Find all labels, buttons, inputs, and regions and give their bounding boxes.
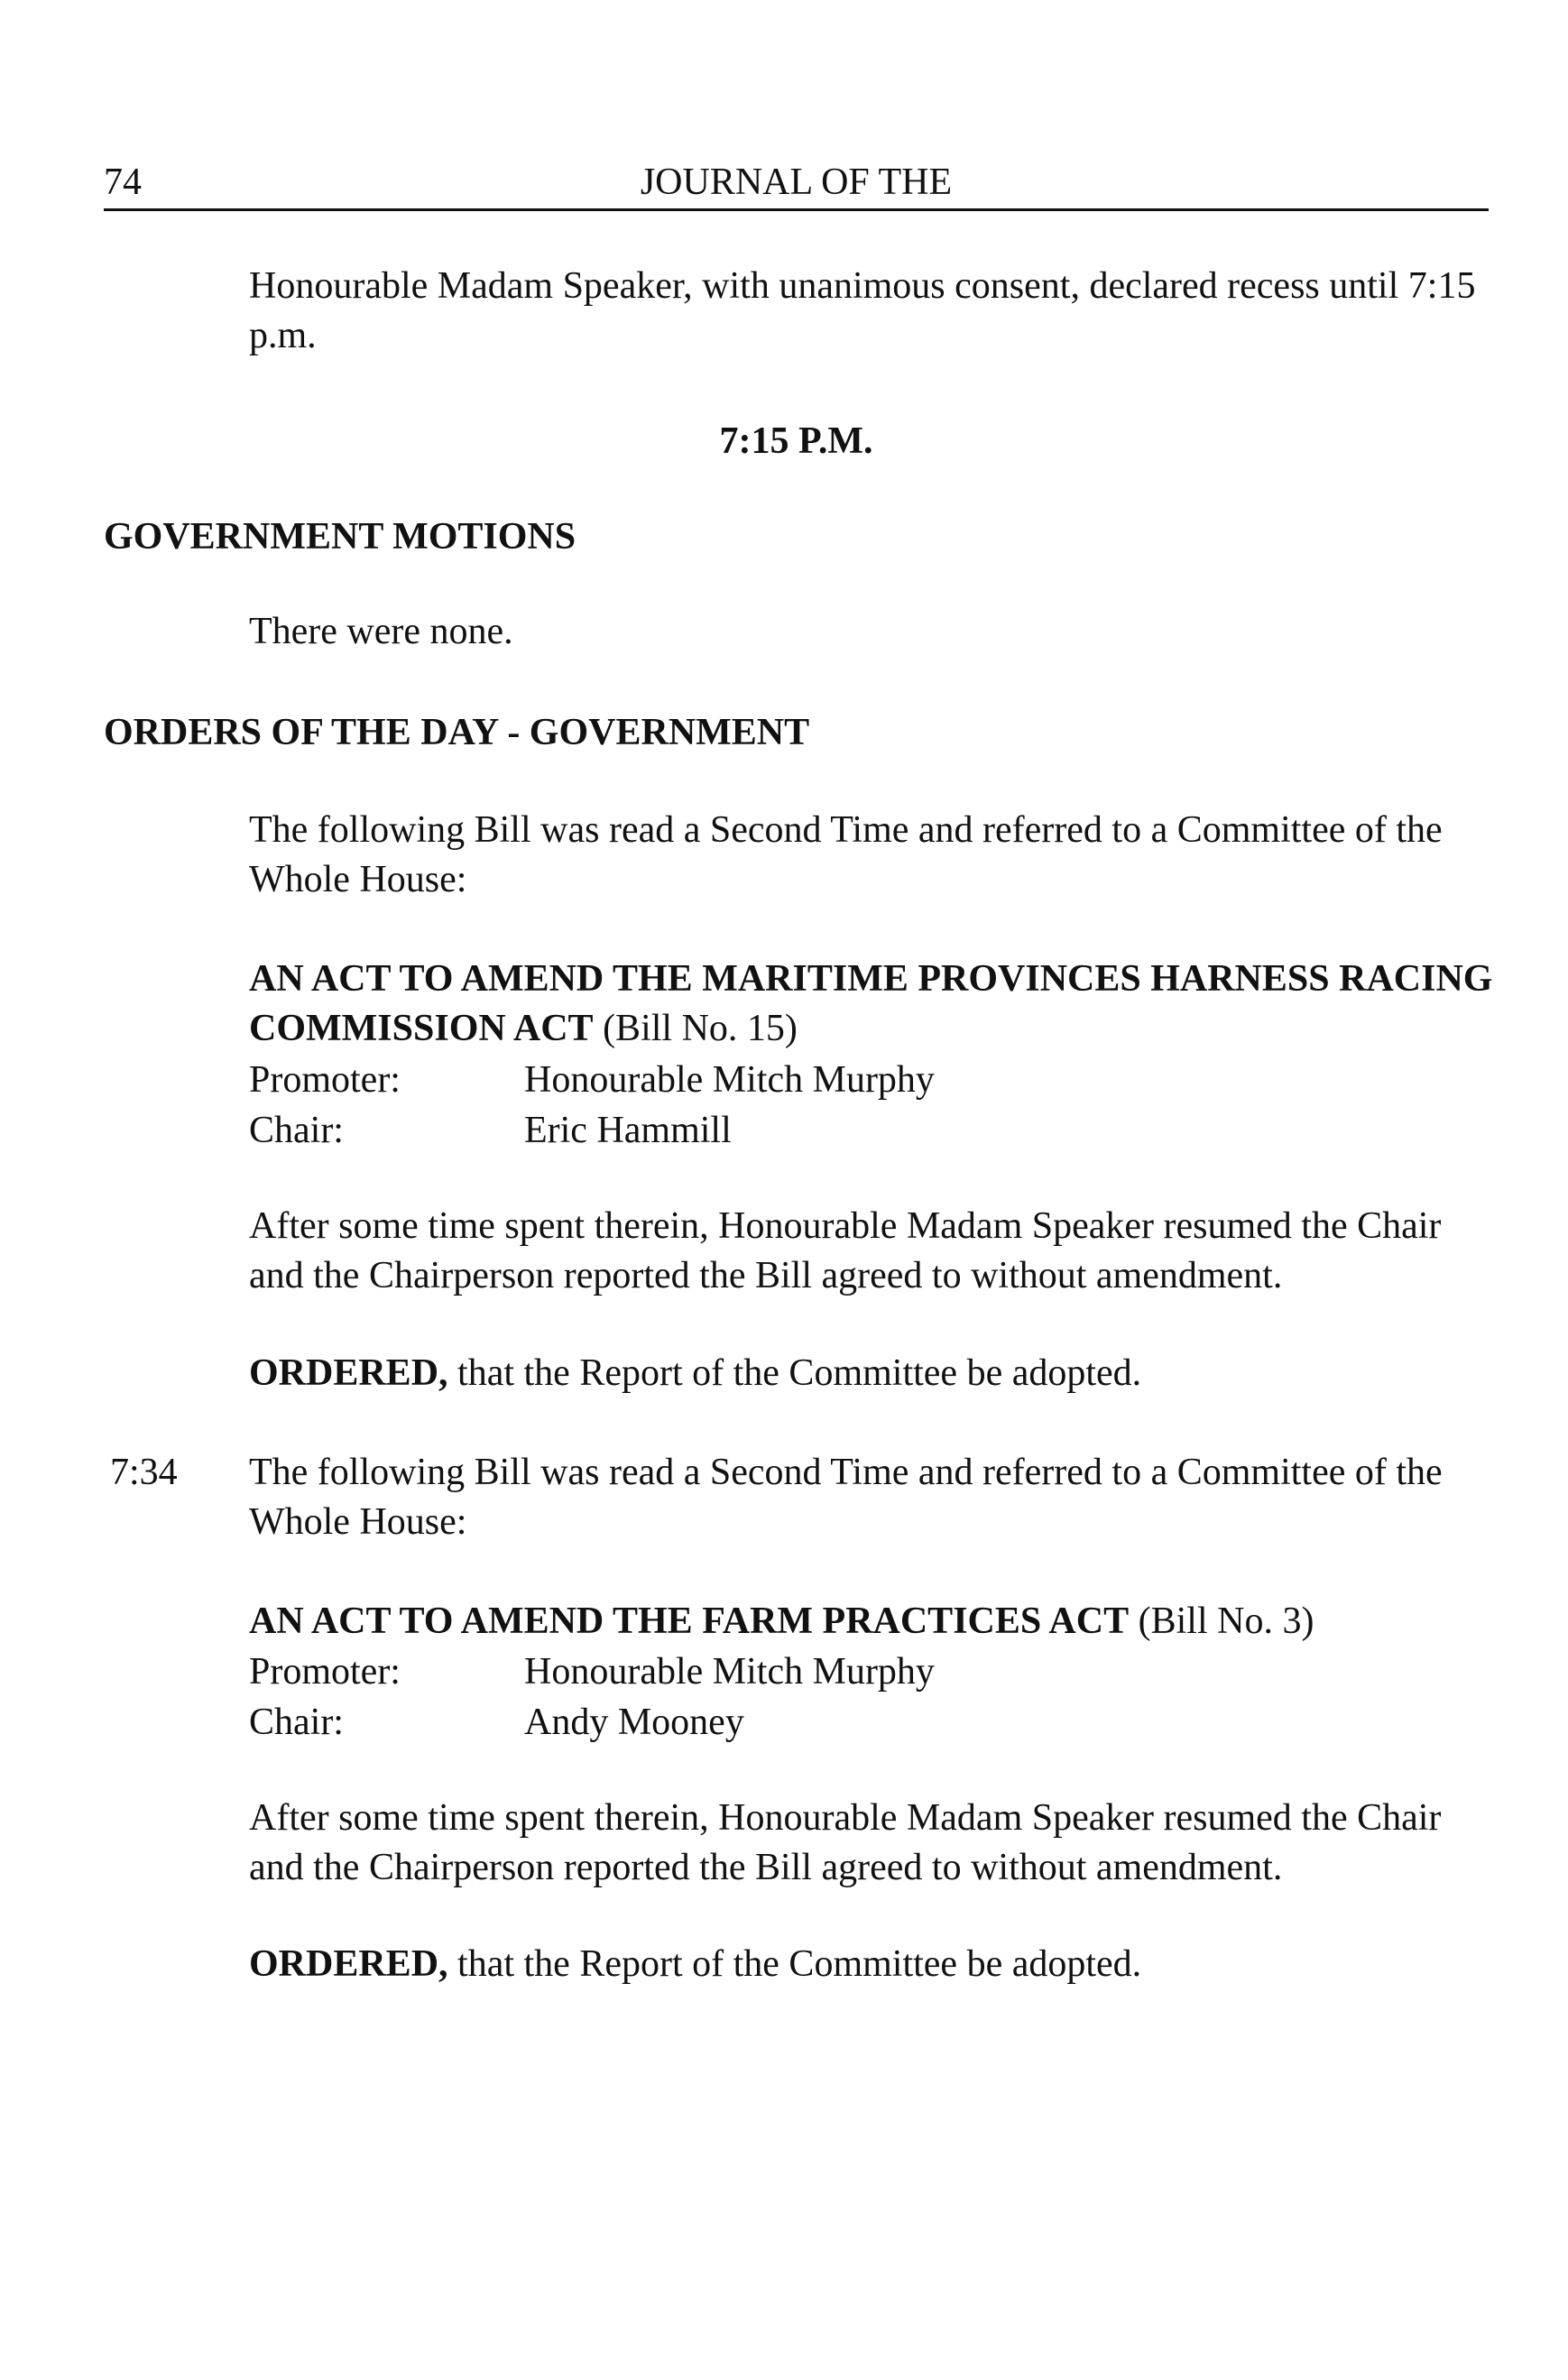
bill2-chair: Andy Mooney (524, 1702, 744, 1743)
bill2-promoter: Honourable Mitch Murphy (524, 1651, 935, 1693)
bill2-chair-label: Chair: (249, 1702, 344, 1743)
bill1-promoter-label: Promoter: (249, 1059, 401, 1101)
bill2-promoter-label: Promoter: (249, 1651, 401, 1693)
bill1-chair: Eric Hammill (524, 1110, 732, 1151)
government-motions-heading: GOVERNMENT MOTIONS (104, 516, 576, 558)
bill2-number: (Bill No. 3) (1138, 1601, 1314, 1642)
recess-paragraph: Honourable Madam Speaker, with unanimous consent, declared recess until 7:15 p.m. (249, 265, 1476, 356)
bill2-title: AN ACT TO AMEND THE FARM PRACTICES ACT (249, 1601, 1130, 1642)
bill2-intro: The following Bill was read a Second Time and referred to a Committee of the Whole House: (249, 1452, 1443, 1543)
time-heading: 7:15 P.M. (719, 420, 873, 462)
bill2-title-line (249, 1597, 1494, 1647)
bill2-ordered-lead: ORDERED, (249, 1943, 448, 1985)
running-head: JOURNAL OF THE (640, 161, 953, 203)
bill1-ordered (249, 1349, 1494, 1398)
bill1-chair-label: Chair: (249, 1110, 344, 1151)
bill2-ordered (249, 1940, 1494, 1989)
bill1-promoter: Honourable Mitch Murphy (524, 1059, 935, 1101)
orders-heading: ORDERS OF THE DAY - GOVERNMENT (104, 712, 810, 753)
bill1-title: AN ACT TO AMEND THE MARITIME PROVINCES HARNESS RACING COMMISSION ACT (249, 958, 1493, 1049)
page-number: 74 (104, 161, 142, 203)
bill1-ordered-text: that the Report of the Committee be adopted. (457, 1352, 1142, 1394)
bill1-ordered-lead: ORDERED, (249, 1352, 448, 1394)
bill1-number: (Bill No. 15) (603, 1007, 798, 1049)
government-motions-text: There were none. (249, 611, 513, 652)
bill1-intro: The following Bill was read a Second Time and referred to a Committee of the Whole House: (249, 809, 1443, 900)
bill2-ordered-text: that the Report of the Committee be adopted. (457, 1943, 1142, 1985)
bill2-report: After some time spent therein, Honourable Madam Speaker resumed the Chair and the Chairperson reported the Bill agreed to without amendment. (249, 1797, 1442, 1888)
bill1-title-line (249, 955, 1494, 1053)
bill2-time: 7:34 (110, 1452, 178, 1493)
page-header (104, 158, 1489, 211)
bill1-report: After some time spent therein, Honourable Madam Speaker resumed the Chair and the Chairperson reported the Bill agreed to without amendment. (249, 1205, 1442, 1296)
